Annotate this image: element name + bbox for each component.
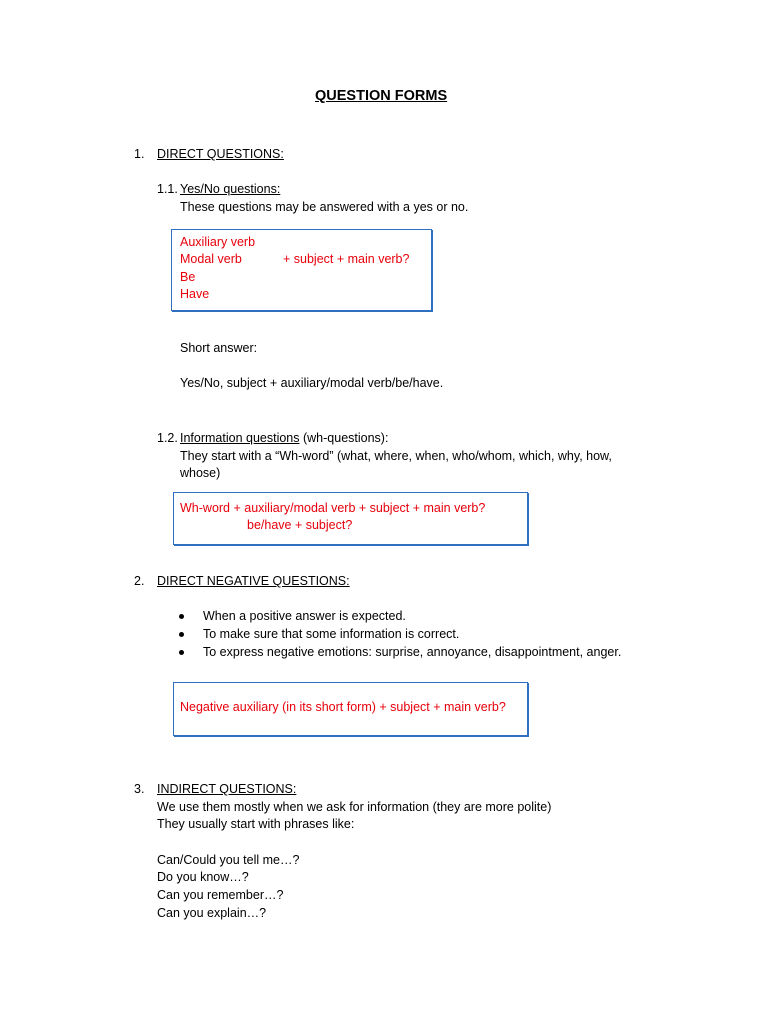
sub2-heading-rest: (wh-questions): (299, 431, 389, 445)
sub2-description-line1: They start with a “Wh-word” (what, where, when, who/whom, which, why, how, (180, 449, 612, 463)
wh-formula-line1: Wh-word + auxiliary/modal verb + subject + main verb? (180, 501, 486, 515)
section2-number: 2. (134, 574, 145, 588)
wh-formula-line2: be/have + subject? (247, 518, 353, 532)
bullet-item-1: When a positive answer is expected. (203, 609, 406, 623)
formula-line-auxiliary: Auxiliary verb (180, 235, 256, 249)
section2-heading: DIRECT NEGATIVE QUESTIONS: (157, 574, 350, 588)
sub1-number: 1.1. (157, 182, 178, 196)
phrase-item-3: Can you remember…? (157, 888, 284, 902)
section3-number: 3. (134, 782, 145, 796)
section3-description-line2: They usually start with phrases like: (157, 817, 355, 831)
section1-number: 1. (134, 147, 145, 161)
phrase-item-4: Can you explain…? (157, 906, 267, 920)
formula-line-modal: Modal verb (180, 252, 242, 266)
phrase-item-1: Can/Could you tell me…? (157, 853, 300, 867)
section1-heading: DIRECT QUESTIONS: (157, 147, 284, 161)
short-answer-formula: Yes/No, subject + auxiliary/modal verb/be/have. (180, 376, 444, 390)
short-answer-label: Short answer: (180, 341, 258, 355)
sub2-heading: Information questions (180, 431, 300, 445)
bullet-dot (179, 614, 184, 619)
sub2-description-line2: whose) (180, 466, 221, 480)
page-title: QUESTION FORMS (315, 88, 448, 104)
negative-formula: Negative auxiliary (in its short form) + subject + main verb? (180, 700, 506, 714)
bullet-item-3: To express negative emotions: surprise, annoyance, disappointment, anger. (203, 645, 622, 659)
sub2-number: 1.2. (157, 431, 178, 445)
sub2-heading-line (180, 430, 388, 447)
section3-heading: INDIRECT QUESTIONS: (157, 782, 297, 796)
bullet-dot (179, 650, 184, 655)
sub1-heading: Yes/No questions: (180, 182, 281, 196)
phrase-item-2: Do you know…? (157, 870, 249, 884)
bullet-item-2: To make sure that some information is correct. (203, 627, 460, 641)
sub1-description: These questions may be answered with a yes or no. (180, 200, 469, 214)
section3-description-line1: We use them mostly when we ask for information (they are more polite) (157, 800, 552, 814)
formula-line-modal-rest: + subject + main verb? (283, 252, 410, 266)
formula-line-have: Have (180, 287, 210, 301)
formula-line-be: Be (180, 270, 196, 284)
bullet-dot (179, 632, 184, 637)
